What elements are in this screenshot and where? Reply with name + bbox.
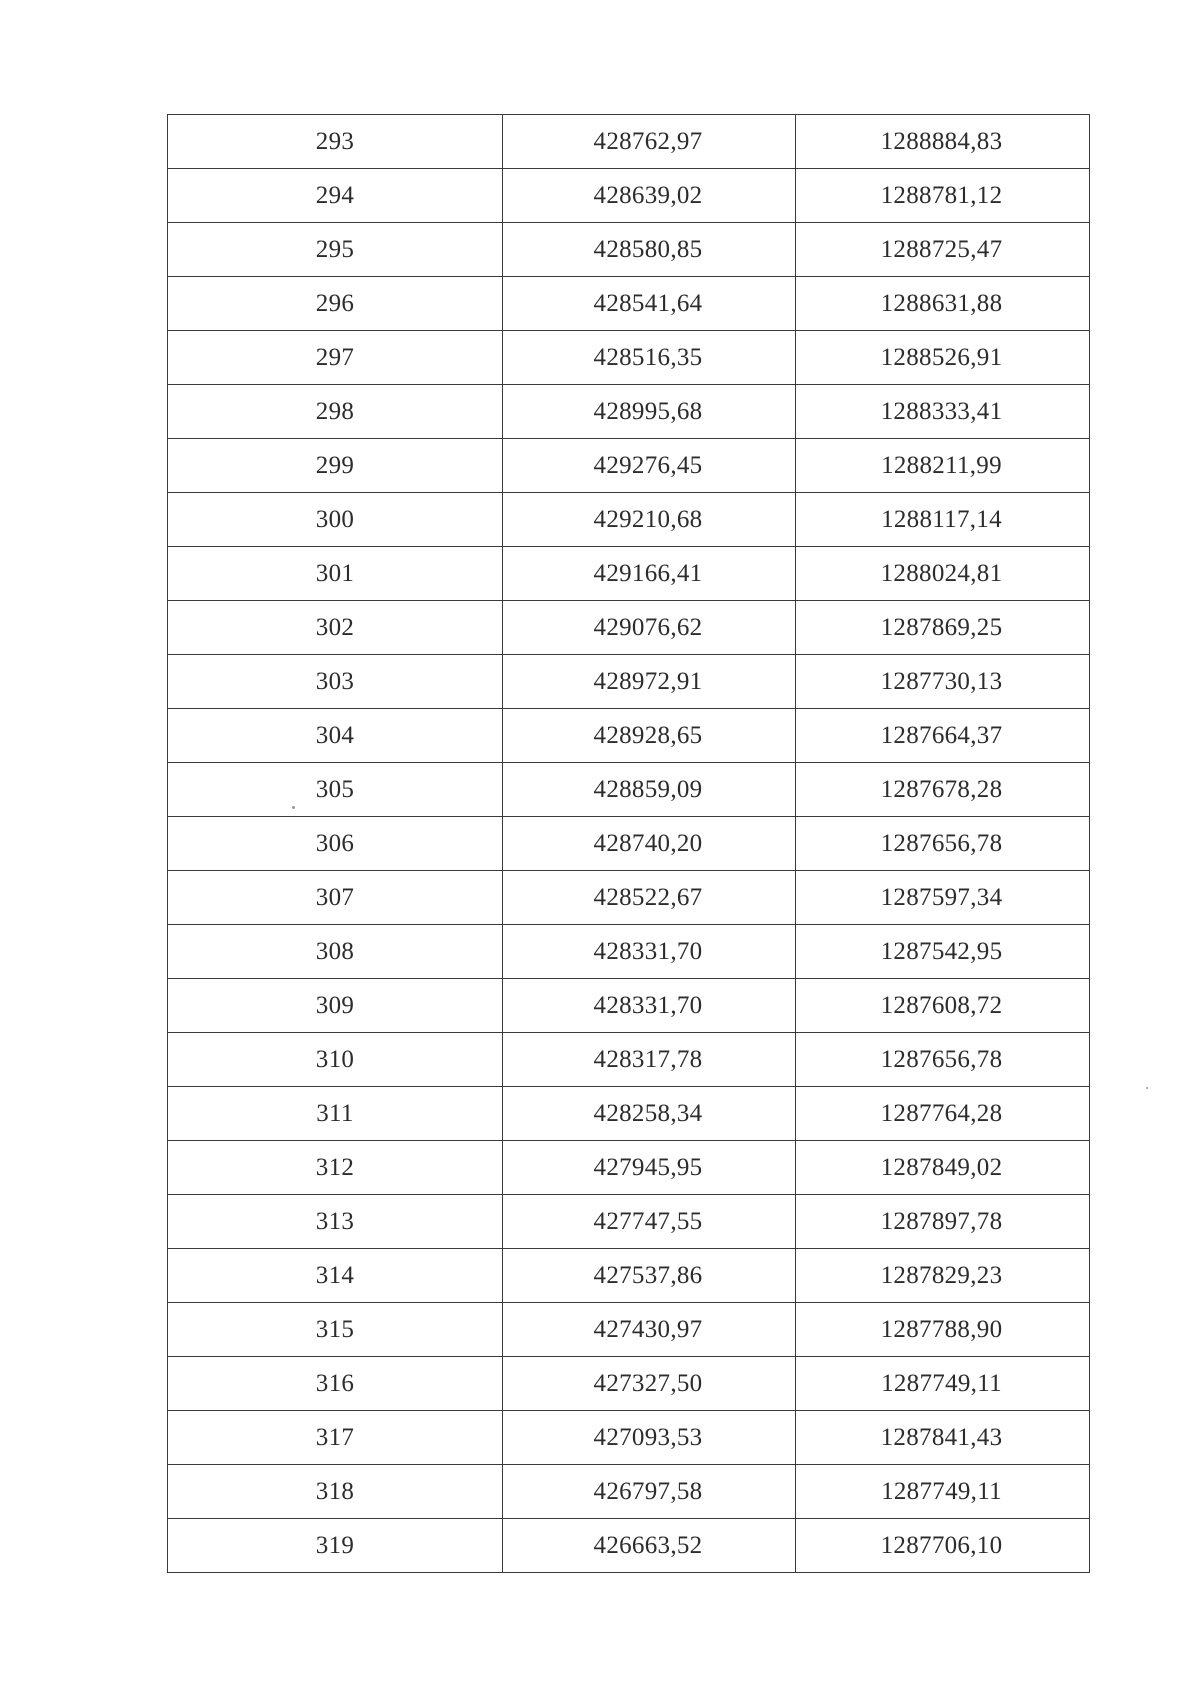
table-row	[168, 1519, 1090, 1573]
y-coordinate: 1287656,78	[796, 817, 1090, 871]
point-number: 316	[168, 1357, 503, 1411]
y-coordinate: 1288333,41	[796, 385, 1090, 439]
x-coordinate: 428972,91	[503, 655, 796, 709]
table-row	[168, 1303, 1090, 1357]
point-number: 298	[168, 385, 503, 439]
y-coordinate: 1288725,47	[796, 223, 1090, 277]
y-coordinate: 1288781,12	[796, 169, 1090, 223]
table-row	[168, 1195, 1090, 1249]
point-number: 312	[168, 1141, 503, 1195]
y-coordinate: 1288631,88	[796, 277, 1090, 331]
point-number: 314	[168, 1249, 503, 1303]
table-row	[168, 817, 1090, 871]
table-row	[168, 979, 1090, 1033]
x-coordinate: 428541,64	[503, 277, 796, 331]
table-row	[168, 871, 1090, 925]
point-number: 318	[168, 1465, 503, 1519]
x-coordinate: 427430,97	[503, 1303, 796, 1357]
table-row	[168, 277, 1090, 331]
table-row	[168, 115, 1090, 169]
point-number: 313	[168, 1195, 503, 1249]
table-row	[168, 763, 1090, 817]
y-coordinate: 1288884,83	[796, 115, 1090, 169]
point-number: 307	[168, 871, 503, 925]
table-row	[168, 169, 1090, 223]
x-coordinate: 428762,97	[503, 115, 796, 169]
x-coordinate: 428317,78	[503, 1033, 796, 1087]
x-coordinate: 428516,35	[503, 331, 796, 385]
y-coordinate: 1287608,72	[796, 979, 1090, 1033]
y-coordinate: 1287764,28	[796, 1087, 1090, 1141]
x-coordinate: 427327,50	[503, 1357, 796, 1411]
y-coordinate: 1287597,34	[796, 871, 1090, 925]
point-number: 305	[168, 763, 503, 817]
x-coordinate: 428331,70	[503, 979, 796, 1033]
x-coordinate: 427537,86	[503, 1249, 796, 1303]
table-row	[168, 1465, 1090, 1519]
table-row	[168, 1249, 1090, 1303]
point-number: 299	[168, 439, 503, 493]
table-row	[168, 547, 1090, 601]
point-number: 301	[168, 547, 503, 601]
y-coordinate: 1287841,43	[796, 1411, 1090, 1465]
point-number: 315	[168, 1303, 503, 1357]
y-coordinate: 1287656,78	[796, 1033, 1090, 1087]
table-row	[168, 439, 1090, 493]
x-coordinate: 427945,95	[503, 1141, 796, 1195]
y-coordinate: 1287829,23	[796, 1249, 1090, 1303]
y-coordinate: 1287542,95	[796, 925, 1090, 979]
y-coordinate: 1287869,25	[796, 601, 1090, 655]
x-coordinate: 428859,09	[503, 763, 796, 817]
table-row	[168, 925, 1090, 979]
y-coordinate: 1288117,14	[796, 493, 1090, 547]
scan-speck	[292, 806, 295, 809]
x-coordinate: 428522,67	[503, 871, 796, 925]
x-coordinate: 428740,20	[503, 817, 796, 871]
coordinates-table-body	[168, 115, 1090, 1573]
x-coordinate: 429276,45	[503, 439, 796, 493]
table-row	[168, 601, 1090, 655]
point-number: 309	[168, 979, 503, 1033]
y-coordinate: 1287749,11	[796, 1357, 1090, 1411]
table-row	[168, 493, 1090, 547]
point-number: 296	[168, 277, 503, 331]
point-number: 297	[168, 331, 503, 385]
y-coordinate: 1288024,81	[796, 547, 1090, 601]
x-coordinate: 428639,02	[503, 169, 796, 223]
x-coordinate: 429076,62	[503, 601, 796, 655]
x-coordinate: 428580,85	[503, 223, 796, 277]
x-coordinate: 426797,58	[503, 1465, 796, 1519]
y-coordinate: 1287788,90	[796, 1303, 1090, 1357]
y-coordinate: 1287664,37	[796, 709, 1090, 763]
coordinates-table	[167, 114, 1090, 1573]
point-number: 293	[168, 115, 503, 169]
point-number: 319	[168, 1519, 503, 1573]
point-number: 310	[168, 1033, 503, 1087]
x-coordinate: 428331,70	[503, 925, 796, 979]
table-row	[168, 1033, 1090, 1087]
point-number: 302	[168, 601, 503, 655]
table-row	[168, 1141, 1090, 1195]
x-coordinate: 427747,55	[503, 1195, 796, 1249]
table-row	[168, 1087, 1090, 1141]
table-row	[168, 331, 1090, 385]
y-coordinate: 1287730,13	[796, 655, 1090, 709]
point-number: 303	[168, 655, 503, 709]
point-number: 311	[168, 1087, 503, 1141]
table-row	[168, 655, 1090, 709]
x-coordinate: 428928,65	[503, 709, 796, 763]
table-row	[168, 1411, 1090, 1465]
x-coordinate: 426663,52	[503, 1519, 796, 1573]
scan-speck	[1146, 1087, 1148, 1089]
y-coordinate: 1287897,78	[796, 1195, 1090, 1249]
x-coordinate: 427093,53	[503, 1411, 796, 1465]
table-row	[168, 709, 1090, 763]
x-coordinate: 429166,41	[503, 547, 796, 601]
table-row	[168, 1357, 1090, 1411]
point-number: 300	[168, 493, 503, 547]
y-coordinate: 1287706,10	[796, 1519, 1090, 1573]
point-number: 304	[168, 709, 503, 763]
point-number: 295	[168, 223, 503, 277]
point-number: 294	[168, 169, 503, 223]
table-row	[168, 385, 1090, 439]
x-coordinate: 428995,68	[503, 385, 796, 439]
x-coordinate: 429210,68	[503, 493, 796, 547]
point-number: 306	[168, 817, 503, 871]
y-coordinate: 1288526,91	[796, 331, 1090, 385]
y-coordinate: 1287749,11	[796, 1465, 1090, 1519]
table-row	[168, 223, 1090, 277]
y-coordinate: 1287678,28	[796, 763, 1090, 817]
y-coordinate: 1287849,02	[796, 1141, 1090, 1195]
x-coordinate: 428258,34	[503, 1087, 796, 1141]
point-number: 317	[168, 1411, 503, 1465]
point-number: 308	[168, 925, 503, 979]
y-coordinate: 1288211,99	[796, 439, 1090, 493]
